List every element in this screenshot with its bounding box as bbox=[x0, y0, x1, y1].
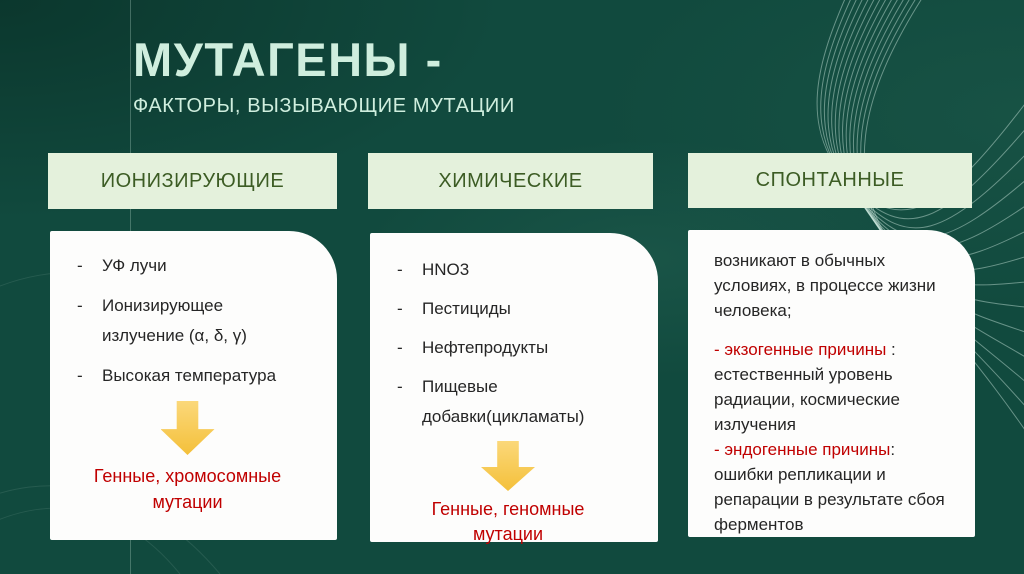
result-text-ionizing: Генные, хромосомные мутации bbox=[93, 466, 282, 512]
bullet-dash: - bbox=[77, 366, 83, 385]
exogenous-separator: : bbox=[886, 340, 896, 359]
bullet-dash: - bbox=[397, 338, 403, 357]
header-ionizing: ИОНИЗИРУЮЩИЕ bbox=[48, 153, 337, 209]
title-block bbox=[133, 34, 515, 118]
endogenous-text: ошибки репликации и репарации в результате сбоя ферментов bbox=[714, 465, 945, 534]
endogenous-separator: : bbox=[890, 440, 896, 459]
list-item-text: Пищевые добавки(цикламаты) bbox=[422, 377, 585, 426]
slide-subtitle: ФАКТОРЫ, ВЫЗЫВАЮЩИЕ МУТАЦИИ bbox=[133, 94, 515, 117]
list-item bbox=[74, 361, 301, 391]
list-item bbox=[394, 255, 622, 285]
exogenous-paragraph bbox=[714, 337, 953, 437]
header-chemical: ХИМИЧЕСКИЕ bbox=[368, 153, 653, 209]
down-arrow-icon bbox=[161, 401, 215, 455]
slide-title: МУТАГЕНЫ - bbox=[133, 33, 443, 86]
down-arrow-icon bbox=[481, 441, 535, 491]
card-spontaneous bbox=[688, 230, 975, 537]
bullet-dash: - bbox=[397, 299, 403, 318]
result-text-chemical: Генные, геномные мутации bbox=[431, 499, 585, 544]
spontaneous-intro: возникают в обычных условиях, в процессе жизни человека; bbox=[714, 251, 936, 320]
bullet-dash: - bbox=[397, 260, 403, 279]
ionizing-list bbox=[74, 251, 301, 391]
card-chemical bbox=[370, 233, 658, 542]
endogenous-label: - эндогенные причины bbox=[714, 440, 891, 459]
card-ionizing bbox=[50, 231, 337, 540]
list-item-text: Нефтепродукты bbox=[422, 338, 549, 357]
exogenous-text: естественный уровень радиации, космические излучения bbox=[714, 365, 900, 434]
list-item-text: Высокая температура bbox=[102, 366, 277, 385]
chemical-list bbox=[394, 255, 622, 432]
exogenous-label: - экзогенные причины bbox=[714, 340, 887, 359]
list-item-text: Пестициды bbox=[422, 299, 511, 318]
bullet-dash: - bbox=[77, 256, 83, 275]
list-item bbox=[74, 251, 301, 281]
bullet-dash: - bbox=[397, 377, 403, 396]
list-item bbox=[394, 333, 622, 363]
endogenous-paragraph bbox=[714, 437, 953, 537]
list-item bbox=[74, 291, 301, 351]
list-item-text: HNO3 bbox=[422, 260, 470, 279]
list-item bbox=[394, 372, 622, 432]
list-item-text: УФ лучи bbox=[102, 256, 167, 275]
list-item bbox=[394, 294, 622, 324]
bullet-dash: - bbox=[77, 296, 83, 315]
list-item-text: Ионизирующее излучение (α, δ, γ) bbox=[102, 296, 247, 345]
header-spontaneous: СПОНТАННЫЕ bbox=[688, 153, 972, 208]
